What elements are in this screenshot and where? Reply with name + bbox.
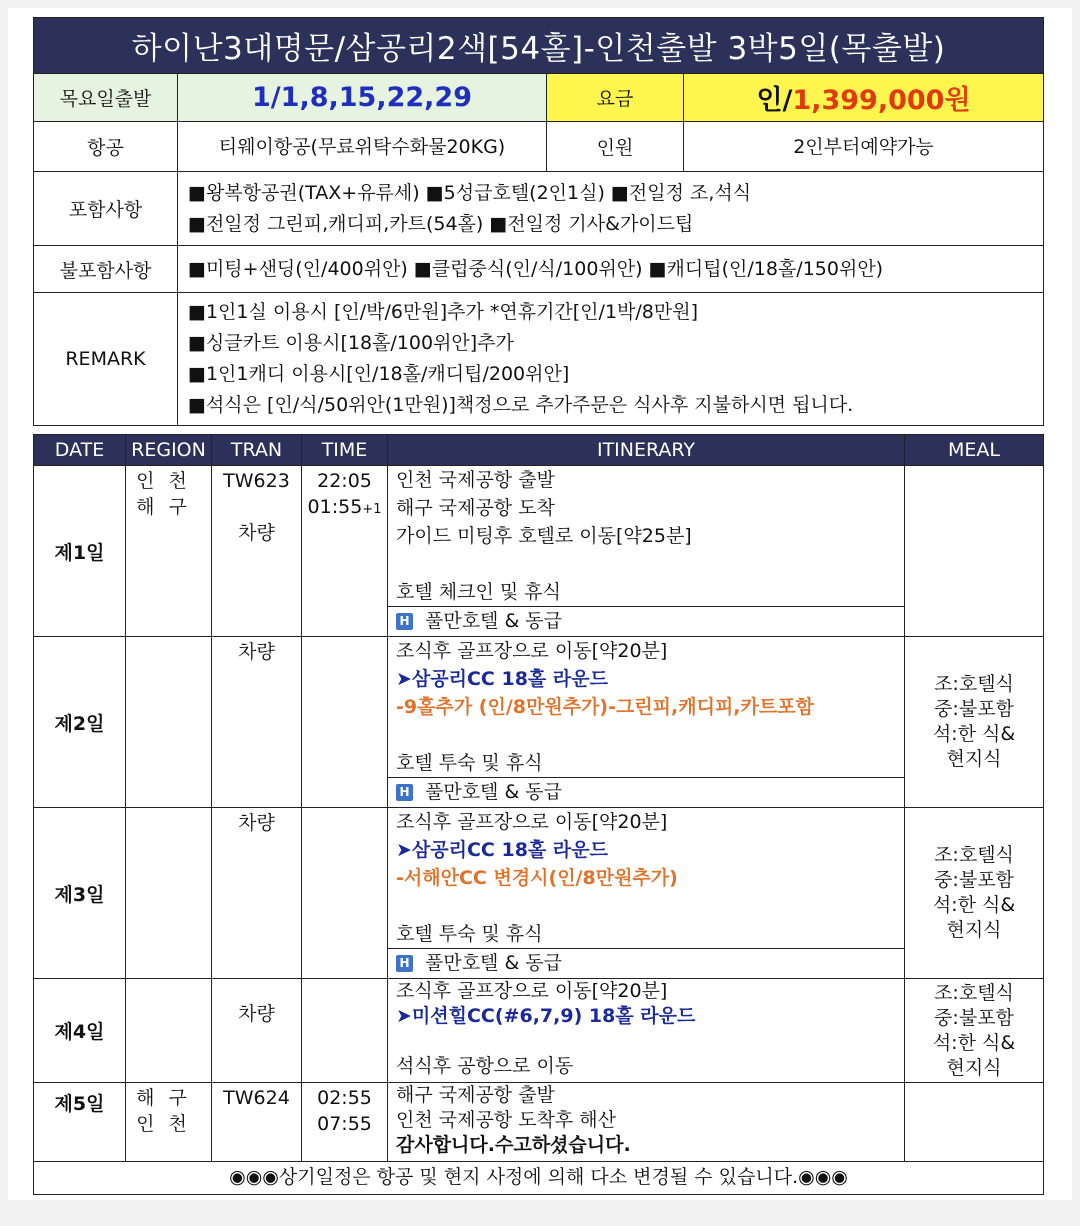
remark-list xyxy=(178,293,1044,426)
region-text: 인천 xyxy=(136,470,201,492)
itinerary-header-row xyxy=(34,435,1044,466)
time-cell xyxy=(302,466,388,637)
itinerary-cell xyxy=(388,1083,905,1162)
region-text: 해구 xyxy=(136,1087,201,1109)
day-label: 제4일 xyxy=(34,979,126,1083)
included-list xyxy=(178,172,1044,246)
time-text-wrap xyxy=(302,494,387,523)
option-note: -서해안CC 변경시(인/8만원추가) xyxy=(396,867,678,889)
tran-text: 차량 xyxy=(238,522,275,544)
tran-cell xyxy=(212,637,302,808)
summary-table xyxy=(33,17,1044,426)
header-time: TIME xyxy=(302,435,388,466)
day-row xyxy=(34,979,1044,1083)
itinerary-line: 해구 국제공항 출발 xyxy=(396,1084,555,1106)
tran-text: 차량 xyxy=(238,1003,275,1025)
itinerary-cell xyxy=(388,466,905,637)
itinerary-line xyxy=(396,550,896,578)
meal-cell xyxy=(905,1083,1044,1162)
people-value: 2인부터예약가능 xyxy=(684,122,1044,172)
meal-cell xyxy=(905,637,1044,808)
departure-label: 목요일출발 xyxy=(34,74,178,122)
meal-line: 현지식 xyxy=(946,1057,1002,1079)
remark-label: REMARK xyxy=(34,293,178,426)
time-cell xyxy=(302,637,388,808)
region-cell xyxy=(126,1083,212,1162)
day-row xyxy=(34,808,1044,979)
day-row xyxy=(34,1083,1044,1162)
region-cell xyxy=(126,466,212,637)
meal-line: 중:불포함 xyxy=(934,1007,1014,1029)
itinerary-line xyxy=(396,892,896,920)
option-note: -9홀추가 (인/8만원추가)-그린피,캐디피,카트포함 xyxy=(396,696,814,718)
region-cell xyxy=(126,808,212,979)
meal-line: 석:한 식& xyxy=(932,894,1016,916)
hotel-name: 풀만호텔 & 동급 xyxy=(425,610,563,632)
tran-text: TW623 xyxy=(223,470,290,492)
meal-cell xyxy=(905,808,1044,979)
remark-line: ■석식은 [인/식/50위안(1만원)]책정으로 추가주문은 식사후 지불하시면 됩니다. xyxy=(188,394,854,416)
course-line: ➤삼공리CC 18홀 라운드 xyxy=(396,839,608,861)
tran-cell xyxy=(212,466,302,637)
day-row xyxy=(34,466,1044,637)
region-cell xyxy=(126,979,212,1083)
itinerary-cell xyxy=(388,808,905,979)
meal-line: 조:호텔식 xyxy=(934,844,1014,866)
header-tran: TRAN xyxy=(212,435,302,466)
itinerary-cell xyxy=(388,979,905,1083)
header-date: DATE xyxy=(34,435,126,466)
tran-text: 차량 xyxy=(238,641,275,663)
itinerary-table xyxy=(33,434,1044,1195)
itinerary-line xyxy=(396,1029,896,1054)
itinerary-line: 조식후 골프장으로 이동[약20분] xyxy=(396,811,668,833)
time-text: 07:55 xyxy=(317,1113,372,1135)
meal-cell xyxy=(905,979,1044,1083)
meal-line: 현지식 xyxy=(946,748,1002,770)
itinerary-cell xyxy=(388,637,905,808)
tran-text: 차량 xyxy=(238,812,275,834)
tran-text xyxy=(212,494,301,520)
fare-prefix: 인/ xyxy=(756,85,793,116)
meal-line: 중:불포함 xyxy=(934,869,1014,891)
included-line: ■왕복항공권(TAX+유류세) ■5성급호텔(2인1실) ■전일정 조,석식 xyxy=(188,181,752,204)
region-text: 해구 xyxy=(136,496,201,518)
fare-label: 요금 xyxy=(547,74,684,122)
time-cell xyxy=(302,1083,388,1162)
hotel-name: 풀만호텔 & 동급 xyxy=(425,781,563,803)
itinerary-line: 호텔 투숙 및 휴식 xyxy=(396,752,543,774)
time-text: 01:55 xyxy=(307,496,363,518)
itinerary-line: 석식후 공항으로 이동 xyxy=(396,1055,574,1077)
itinerary-line xyxy=(396,721,896,749)
tran-cell xyxy=(212,1083,302,1162)
course-line: ➤삼공리CC 18홀 라운드 xyxy=(396,668,608,690)
included-label: 포함사항 xyxy=(34,172,178,246)
excluded-label: 불포함사항 xyxy=(34,246,178,293)
hotel-name: 풀만호텔 & 동급 xyxy=(425,952,563,974)
page-title: 하이난3대명문/삼공리2색[54홀]-인천출발 3박5일(목출발) xyxy=(34,18,1044,74)
people-label: 인원 xyxy=(547,122,684,172)
included-line: ■전일정 그린피,캐디피,카트(54홀) ■전일정 기사&가이드팁 xyxy=(188,212,694,235)
hotel-icon: H xyxy=(396,955,413,972)
region-cell xyxy=(126,637,212,808)
itinerary-line: 호텔 투숙 및 휴식 xyxy=(396,923,543,945)
time-cell xyxy=(302,979,388,1083)
day-label: 제3일 xyxy=(34,808,126,979)
departure-dates: 1/1,8,15,22,29 xyxy=(178,74,547,122)
time-text: 02:55 xyxy=(317,1087,372,1109)
remark-line: ■1인1캐디 이용시[인/18홀/캐디팁/200위안] xyxy=(188,363,570,385)
meal-line: 중:불포함 xyxy=(934,698,1014,720)
time-cell xyxy=(302,808,388,979)
hotel-row xyxy=(388,606,904,636)
excluded-list: ■미팅+샌딩(인/400위안) ■클럽중식(인/식/100위안) ■캐디팁(인/18홀/150위안) xyxy=(178,246,1044,293)
itinerary-line: 인천 국제공항 도착후 해산 xyxy=(396,1109,617,1131)
time-text: 22:05 xyxy=(317,470,372,492)
itinerary-line: 해구 국제공항 도착 xyxy=(396,497,555,519)
day-row xyxy=(34,637,1044,808)
meal-line: 석:한 식& xyxy=(932,1032,1016,1054)
hotel-row xyxy=(388,948,904,978)
header-region: REGION xyxy=(126,435,212,466)
fare-amount: 1,399,000원 xyxy=(792,85,971,116)
closing-message: 감사합니다.수고하셨습니다. xyxy=(396,1134,631,1156)
tran-text: TW624 xyxy=(223,1087,290,1109)
day-label: 제1일 xyxy=(34,466,126,637)
meal-line: 조:호텔식 xyxy=(934,982,1014,1004)
fare-value xyxy=(684,74,1044,122)
tran-cell xyxy=(212,808,302,979)
meal-line: 현지식 xyxy=(946,919,1002,941)
hotel-icon: H xyxy=(396,784,413,801)
remark-line: ■1인1실 이용시 [인/박/6만원]추가 *연휴기간[인/1박/8만원] xyxy=(188,301,698,323)
meal-cell xyxy=(905,466,1044,637)
time-suffix: +1 xyxy=(362,502,382,517)
itinerary-line: 조식후 골프장으로 이동[약20분] xyxy=(396,980,668,1002)
meal-line: 조:호텔식 xyxy=(934,673,1014,695)
day-label: 제2일 xyxy=(34,637,126,808)
itinerary-line: 호텔 체크인 및 휴식 xyxy=(396,581,561,603)
itinerary-line: 인천 국제공항 출발 xyxy=(396,469,555,491)
hotel-row xyxy=(388,777,904,807)
day-label: 제5일 xyxy=(34,1083,126,1162)
footer-notice: ◉◉◉상기일정은 항공 및 현지 사정에 의해 다소 변경될 수 있습니다.◉◉◉ xyxy=(34,1162,1044,1195)
itinerary-line: 조식후 골프장으로 이동[약20분] xyxy=(396,640,668,662)
hotel-icon: H xyxy=(396,613,413,630)
tran-cell xyxy=(212,979,302,1083)
remark-line: ■싱글카트 이용시[18홀/100위안]추가 xyxy=(188,332,514,354)
region-text: 인천 xyxy=(136,1113,201,1135)
meal-line: 석:한 식& xyxy=(932,723,1016,745)
itinerary-line: 가이드 미팅후 호텔로 이동[약25분] xyxy=(396,525,692,547)
course-line: ➤미션힐CC(#6,7,9) 18홀 라운드 xyxy=(396,1005,696,1027)
airline-label: 항공 xyxy=(34,122,178,172)
airline-value: 티웨이항공(무료위탁수화물20KG) xyxy=(178,122,547,172)
header-itinerary: ITINERARY xyxy=(388,435,905,466)
header-meal: MEAL xyxy=(905,435,1044,466)
